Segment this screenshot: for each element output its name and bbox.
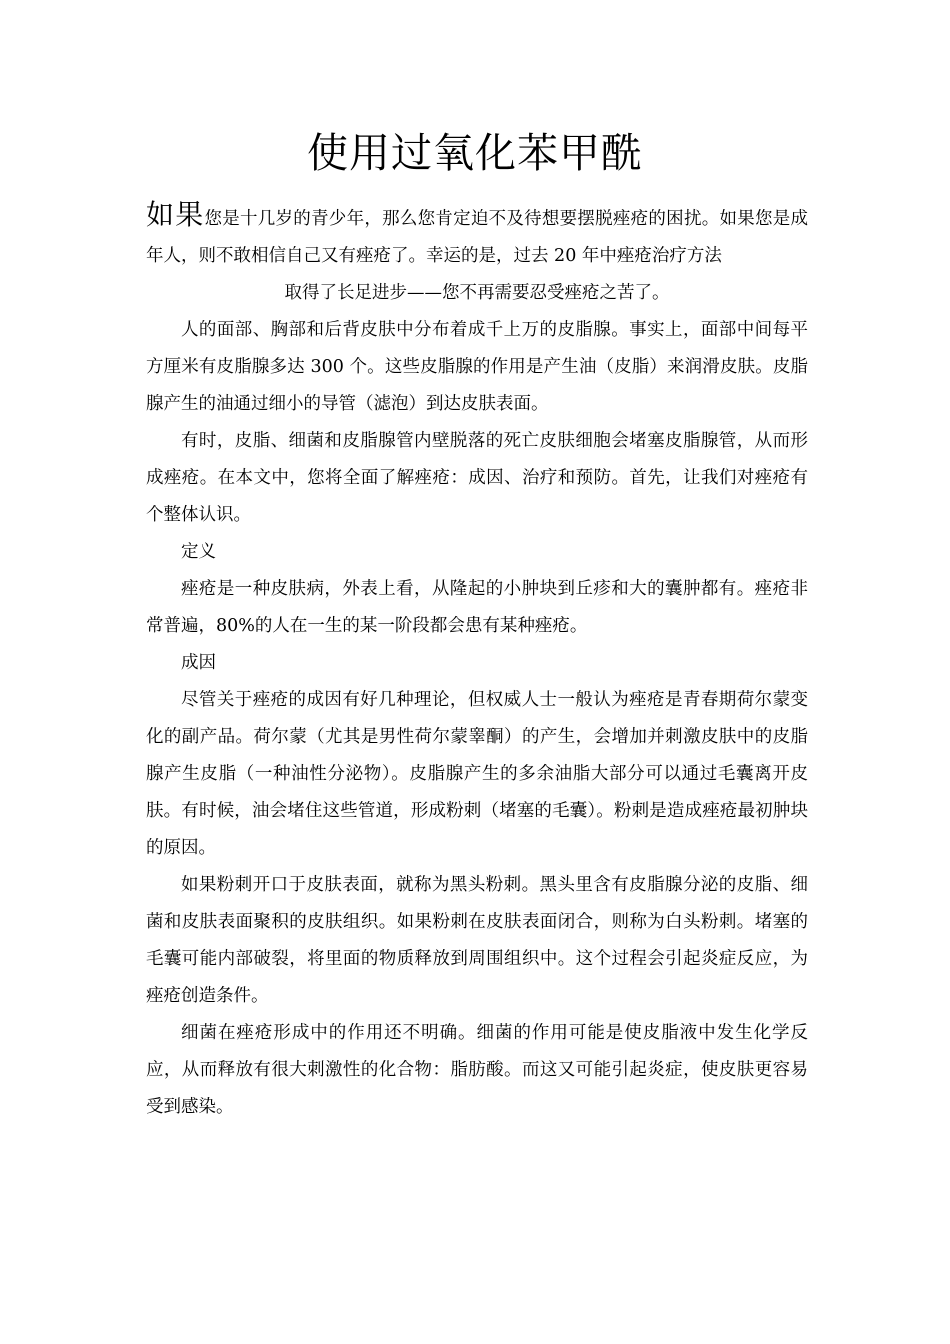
section-heading-cause: 成因 <box>181 653 216 673</box>
paragraph-cause-hormones: 尽管关于痤疮的成因有好几种理论，但权威人士一般认为痤疮是青春期荷尔蒙变化的副产品。荷尔蒙（尤其是男性荷尔蒙睾酮）的产生，会增加并刺激皮肤中的皮脂腺产生皮脂（一种油性分泌物）。皮脂腺产生的多余油脂大部分可以通过毛囊离开皮肤。有时候，油会堵住这些管道，形成粉刺（堵塞的毛囊）。粉刺是造成痤疮最初肿块的原因。 <box>146 690 808 858</box>
intro-paragraph <box>146 196 808 275</box>
paragraph-cause-comedones: 如果粉刺开口于皮肤表面，就称为黑头粉刺。黑头里含有皮脂腺分泌的皮脂、细菌和皮肤表面聚积的皮肤组织。如果粉刺在皮肤表面闭合，则称为白头粉刺。堵塞的毛囊可能内部破裂，将里面的物质释放到周围组织中。这个过程会引起炎症反应，为痤疮创造条件。 <box>146 875 808 1006</box>
intro-lead: 如果 <box>146 198 205 231</box>
paragraph-blockage: 有时，皮脂、细菌和皮脂腺管内壁脱落的死亡皮肤细胞会堵塞皮脂腺管，从而形成痤疮。在本文中，您将全面了解痤疮：成因、治疗和预防。首先，让我们对痤疮有个整体认识。 <box>146 431 808 525</box>
paragraph-cause-bacteria: 细菌在痤疮形成中的作用还不明确。细菌的作用可能是使皮脂液中发生化学反应，从而释放有很大刺激性的化合物：脂肪酸。而这又可能引起炎症，使皮肤更容易受到感染。 <box>146 1023 808 1117</box>
paragraph-definition: 痤疮是一种皮肤病，外表上看，从隆起的小肿块到丘疹和大的囊肿都有。痤疮非常普遍，80%的人在一生的某一阶段都会患有某种痤疮。 <box>146 579 808 636</box>
section-heading-definition: 定义 <box>181 542 216 562</box>
document-body <box>146 196 808 1126</box>
paragraph-sebaceous: 人的面部、胸部和后背皮肤中分布着成千上万的皮脂腺。事实上，面部中间每平方厘米有皮脂腺多达 300 个。这些皮脂腺的作用是产生油（皮脂）来润滑皮肤。皮脂腺产生的油通过细小的导管（滤泡）到达皮肤表面。 <box>146 320 808 414</box>
intro-text: 您是十几岁的青少年，那么您肯定迫不及待想要摆脱痤疮的困扰。如果您是成年人，则不敢相信自己又有痤疮了。幸运的是，过去 20 年中痤疮治疗方法 <box>146 209 808 266</box>
document-title: 使用过氧化苯甲酰 <box>307 129 643 177</box>
intro-last-line: 取得了长足进步——您不再需要忍受痤疮之苦了。 <box>284 283 670 303</box>
